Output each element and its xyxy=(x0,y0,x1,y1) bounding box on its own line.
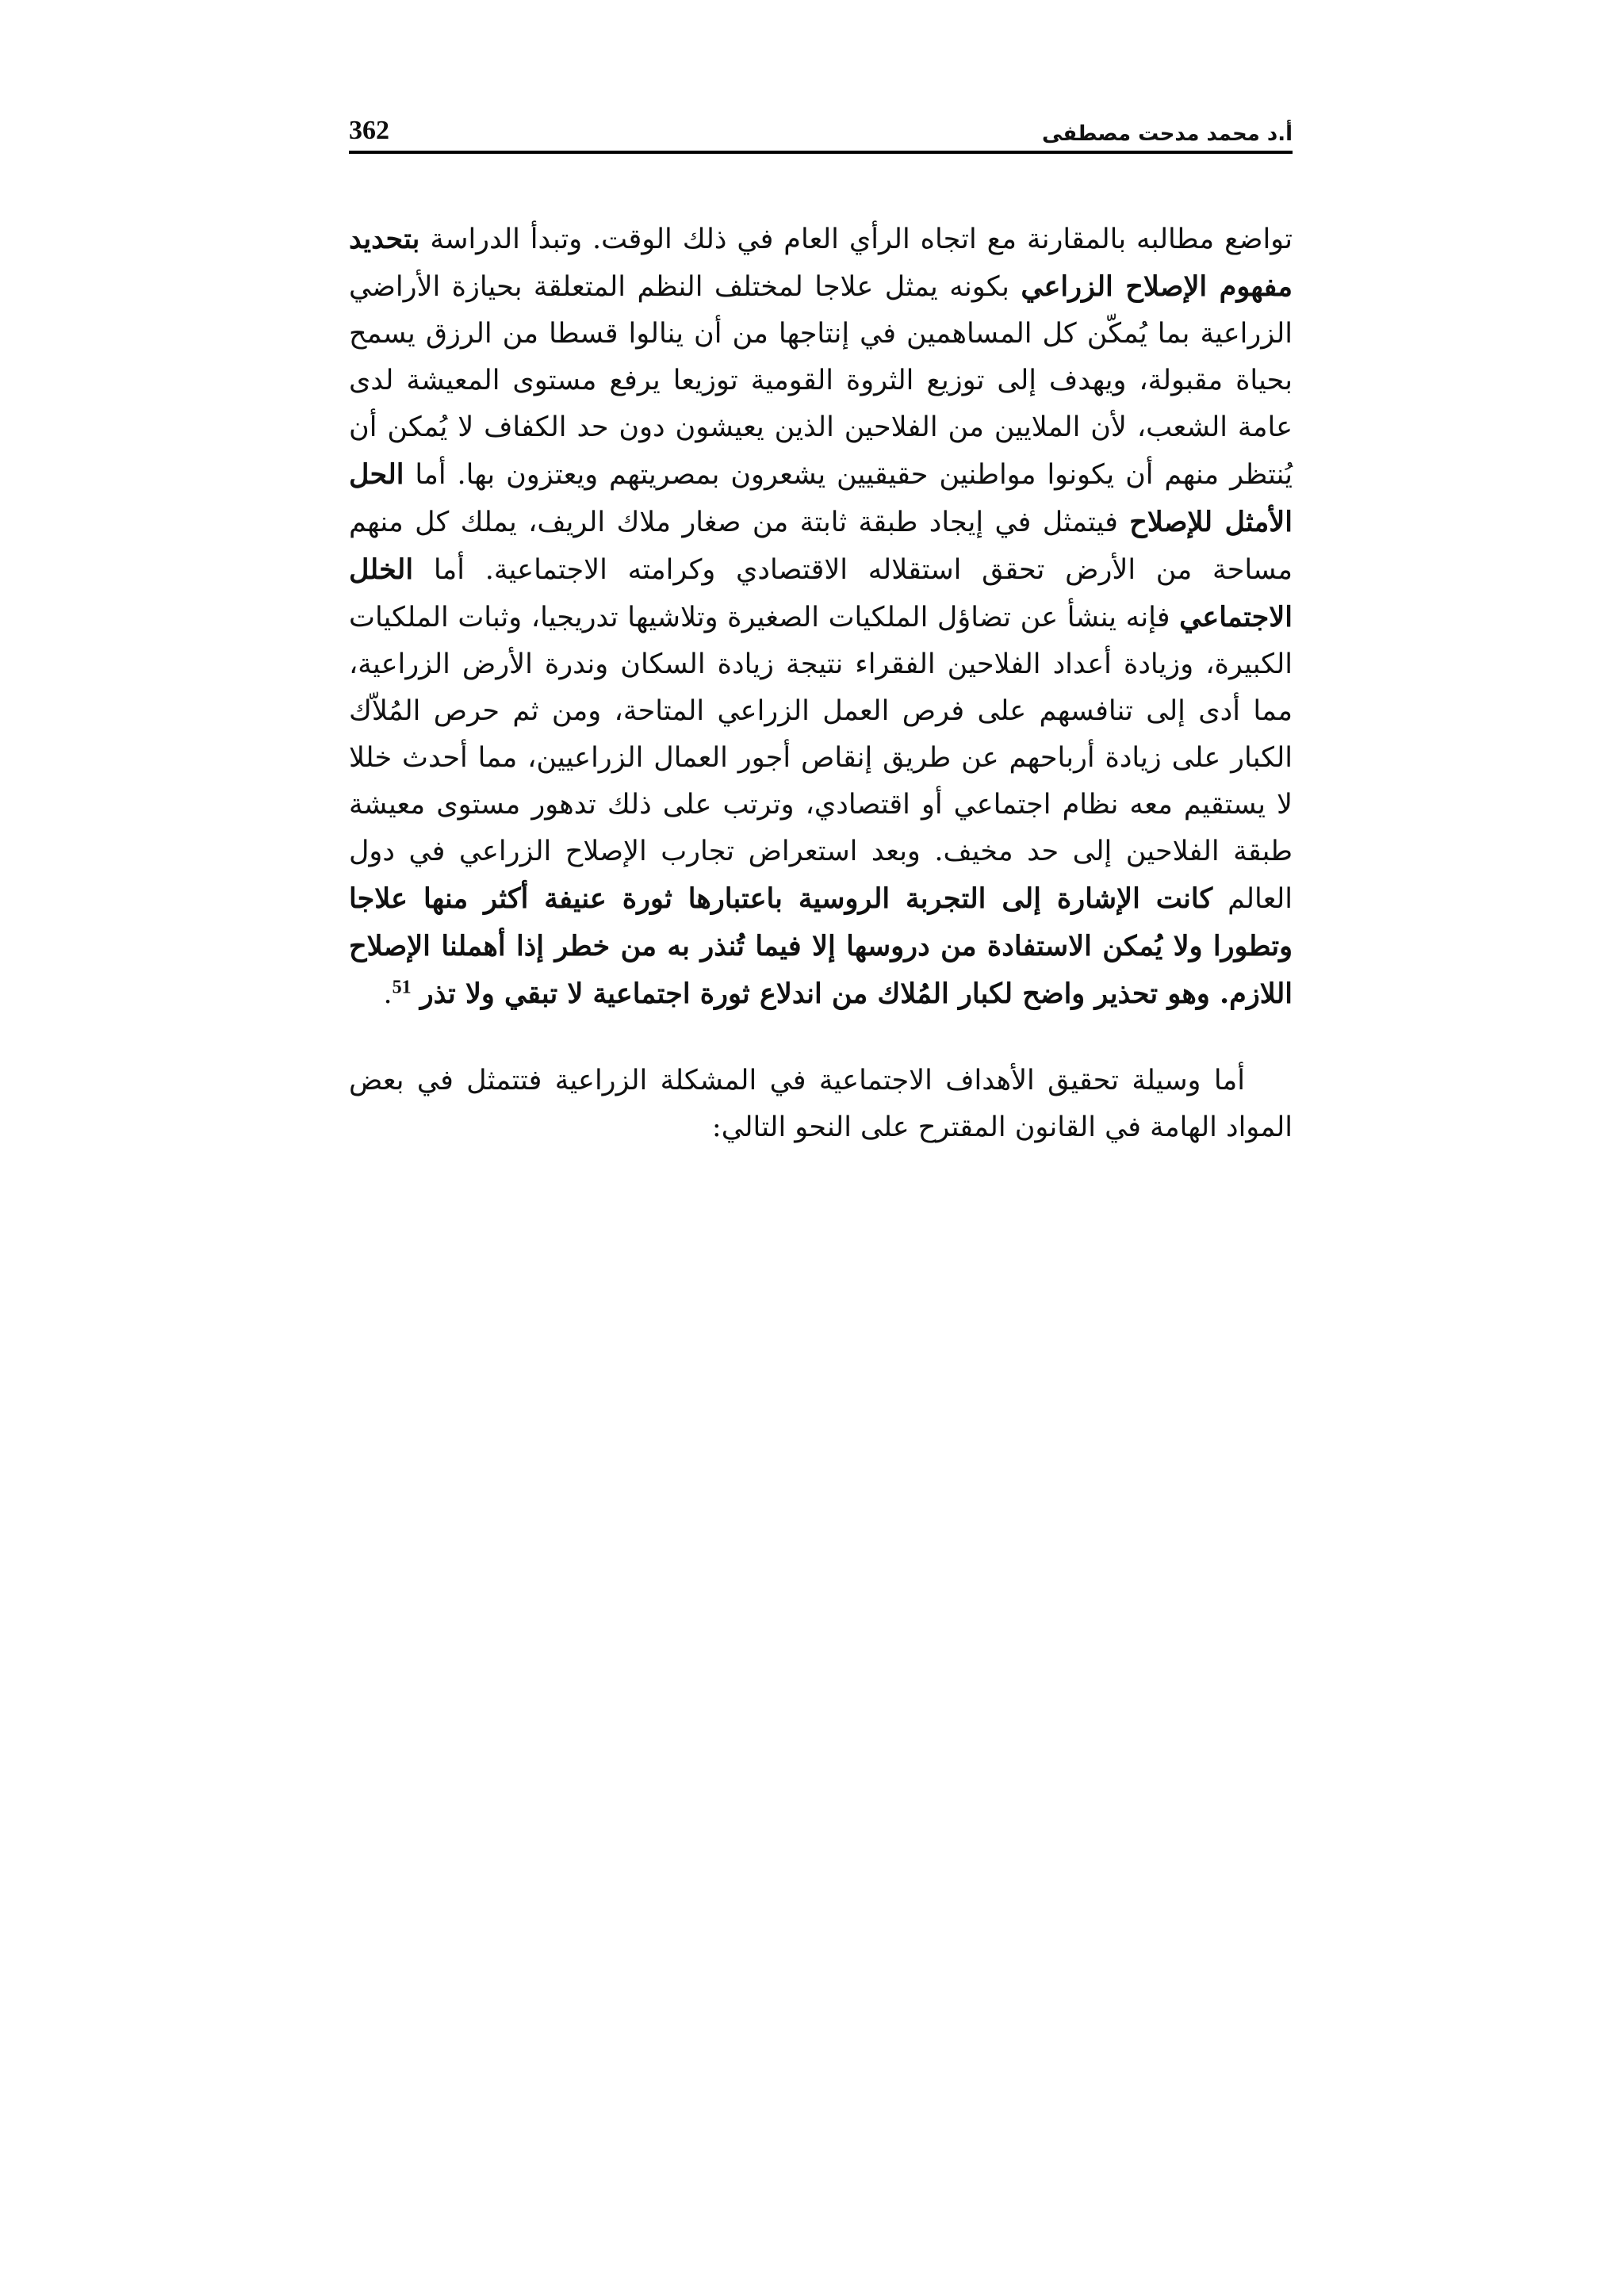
paragraph-segment: أما وسيلة تحقيق الأهداف الاجتماعية في المشكلة الزراعية فتتمثل في بعض المواد الهامة في القانون المقترح على النحو التالي: xyxy=(349,1065,1293,1143)
bold-term-agrarian-reform-concept: بتحديد مفهوم الإصلاح الزراعي xyxy=(349,223,1293,303)
paragraph-1 xyxy=(349,216,1293,1018)
body-text xyxy=(349,216,1293,1151)
paragraph-segment: فيتمثل في إيجاد طبقة ثابتة من صغار ملاك الريف، يملك كل منهم مساحة من الأرض تحقق استقلاله الاقتصادي وكرامته الاجتماعية. أما xyxy=(349,507,1293,586)
paragraph-ending: . xyxy=(383,978,393,1010)
paragraph-2 xyxy=(349,1058,1293,1151)
header-page-number: 362 xyxy=(349,116,389,145)
paragraph-segment: تواضع مطالبه بالمقارنة مع اتجاه الرأي العام في ذلك الوقت. وتبدأ الدراسة xyxy=(419,224,1293,255)
paragraph-segment: فإنه ينشأ عن تضاؤل الملكيات الصغيرة وتلاشيها تدريجيا، وثبات الملكيات الكبيرة، وزيادة أعداد الفلاحين الفقراء نتيجة زيادة السكان وندرة الأرض الزراعية، مما أدى إلى تنافسهم على فرص العمل الزراعي المتاحة، ومن ثم حرص المُلاّك الكبار على زيادة أرباحهم عن طريق إنقاص أجور العمال الزراعيين، مما أحدث خللا لا يستقيم معه نظام اجتماعي أو اقتصادي، وترتب على ذلك تدهور مستوى معيشة طبقة الفلاحين إلى حد مخيف. وبعد استعراض تجارب الإصلاح الزراعي في دول العالم xyxy=(349,602,1293,915)
header-author: أ.د محمد مدحت مصطفى xyxy=(1041,122,1293,146)
bold-term-optimal-solution: الحل الأمثل للإصلاح xyxy=(349,458,1293,538)
bold-term-social-imbalance: الخلل الاجتماعي xyxy=(349,553,1293,633)
footnote-reference[interactable]: 51 xyxy=(392,977,412,998)
paragraph-segment: بكونه يمثل علاجا لمختلف النظم المتعلقة بحيازة الأراضي الزراعية بما يُمكّن كل المساهمين في إنتاجها من أن ينالوا قسطا من الرزق يسمح بحياة مقبولة، ويهدف إلى توزيع الثروة القومية توزيعا يرفع مستوى المعيشة لدى عامة الشعب، لأن الملايين من الفلاحين الذين يعيشون دون حد الكفاف لا يُمكن أن يُنتظر منهم أن يكونوا مواطنين حقيقيين يشعرون بمصريتهم ويعتزون بها. أما xyxy=(349,271,1293,491)
page-header xyxy=(349,101,1293,154)
bold-passage-russian-experience: كانت الإشارة إلى التجربة الروسية باعتبارها ثورة عنيفة أكثر منها علاجا وتطورا ولا يُمكن الاستفادة من دروسها إلا فيما تُنذر به من خطر إذا أهملنا الإصلاح اللازم. وهو تحذير واضح لكبار المُلاك من اندلاع ثورة اجتماعية لا تبقي ولا تذر xyxy=(349,882,1293,1010)
